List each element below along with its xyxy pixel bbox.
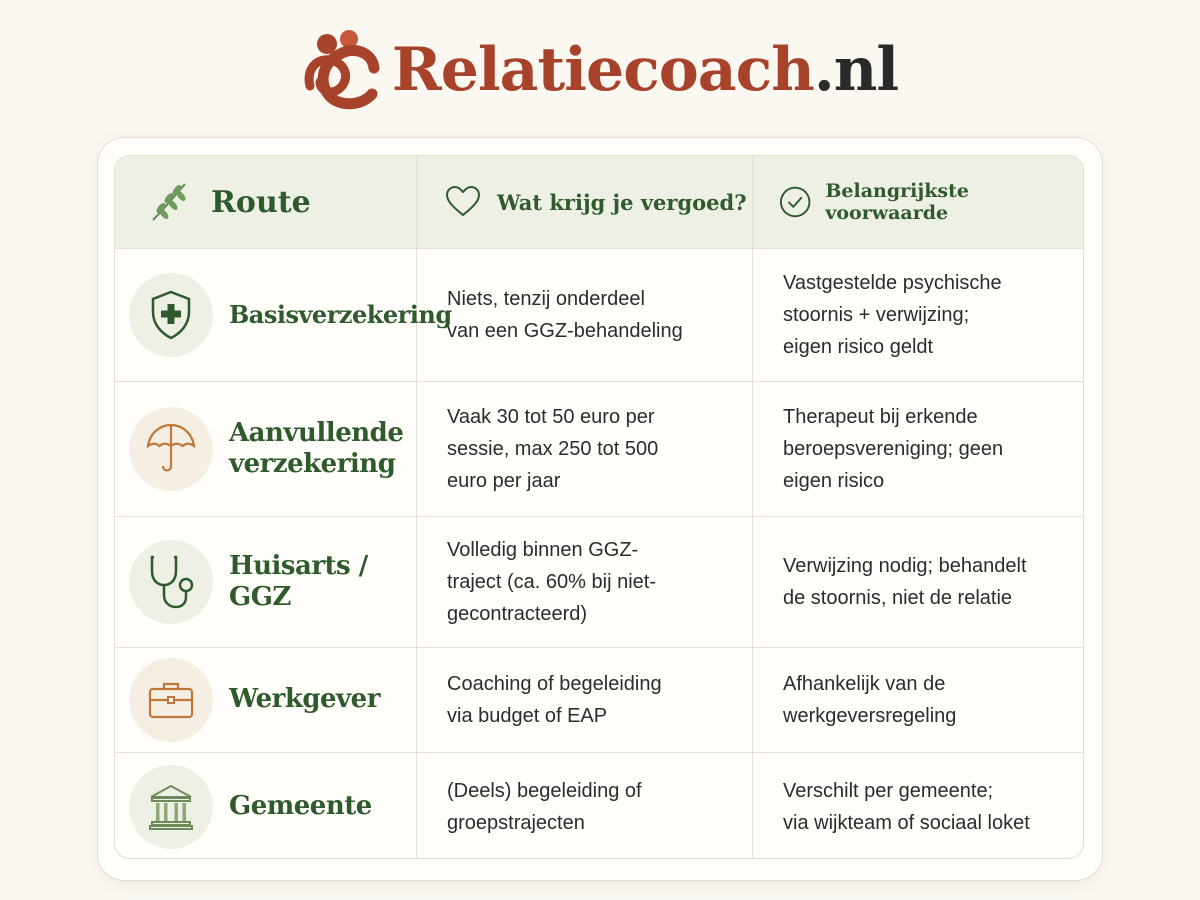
text-line: euro per jaar bbox=[447, 470, 561, 492]
condition-text bbox=[783, 775, 1030, 839]
text-line: (Deels) begeleiding of bbox=[447, 779, 642, 802]
text-line: groepstrajecten bbox=[447, 811, 585, 834]
text-line: Therapeut bij erkende bbox=[783, 406, 978, 428]
condition-cell bbox=[753, 648, 1084, 752]
umbrella-icon-badge bbox=[129, 407, 213, 491]
reimbursed-text bbox=[447, 775, 642, 839]
text-line: stoornis + verwijzing; bbox=[783, 304, 970, 326]
route-name: Werkgever bbox=[229, 684, 380, 715]
condition-text bbox=[783, 668, 956, 732]
shield-plus-icon bbox=[149, 290, 193, 340]
reimbursed-text bbox=[447, 534, 656, 630]
reimbursed-cell bbox=[417, 249, 753, 381]
route-name: Basisverzekering bbox=[229, 299, 452, 329]
table-row bbox=[115, 249, 1084, 382]
text-line: eigen risico geldt bbox=[783, 336, 934, 358]
route-name-line: verzekering bbox=[229, 449, 396, 479]
reimbursement-table bbox=[114, 155, 1084, 859]
check-circle-icon bbox=[779, 185, 811, 219]
text-line: Verwijzing nodig; behandelt bbox=[783, 555, 1027, 577]
condition-text bbox=[783, 267, 1002, 363]
text-line: Volledig binnen GGZ- bbox=[447, 539, 639, 561]
text-line: sessie, max 250 tot 500 bbox=[447, 438, 659, 460]
text-line: Verschilt per gemeente; bbox=[783, 779, 994, 802]
text-line: Vaak 30 tot 50 euro per bbox=[447, 406, 655, 428]
table-row bbox=[115, 753, 1084, 859]
text-line: Coaching of begeleiding bbox=[447, 673, 662, 695]
brand-tld: .nl bbox=[813, 35, 899, 105]
table-row bbox=[115, 648, 1084, 753]
site-header bbox=[0, 18, 1200, 122]
reimbursed-cell bbox=[417, 648, 753, 752]
text-line: Afhankelijk van de bbox=[783, 673, 946, 695]
header-route-label: Route bbox=[211, 184, 311, 220]
header-reimbursed bbox=[417, 156, 753, 248]
header-condition bbox=[753, 156, 1084, 248]
brand-title: Relatiecoach bbox=[391, 35, 814, 105]
leaf-branch-icon bbox=[147, 180, 191, 224]
table-row bbox=[115, 382, 1084, 517]
route-name: Gemeente bbox=[229, 790, 372, 821]
route-cell bbox=[115, 648, 417, 752]
reimbursed-text bbox=[447, 283, 683, 347]
route-name-line: Aanvullende bbox=[229, 417, 404, 448]
text-line: de stoornis, niet de relatie bbox=[783, 587, 1013, 609]
brand-name bbox=[391, 35, 899, 105]
text-line: beroepsvereniging; geen bbox=[783, 438, 1004, 460]
town-hall-icon bbox=[147, 783, 195, 831]
text-line: gecontracteerd) bbox=[447, 603, 588, 625]
stethoscope-icon-badge bbox=[129, 540, 213, 624]
route-cell bbox=[115, 517, 417, 647]
town-hall-icon-badge bbox=[129, 765, 213, 849]
text-line: eigen risico bbox=[783, 470, 885, 492]
text-line: Vastgestelde psychische bbox=[783, 272, 1002, 294]
route-cell bbox=[115, 249, 452, 381]
briefcase-icon-badge bbox=[129, 658, 213, 742]
condition-text bbox=[783, 550, 1027, 614]
reimbursed-cell bbox=[417, 382, 753, 516]
reimbursed-cell bbox=[417, 517, 753, 647]
reimbursed-text bbox=[447, 668, 662, 732]
text-line: Niets, tenzij onderdeel bbox=[447, 288, 645, 310]
route-name: Huisarts / GGZ bbox=[229, 550, 368, 612]
route-cell bbox=[115, 382, 417, 516]
reimbursed-cell bbox=[417, 753, 753, 859]
umbrella-icon bbox=[145, 422, 197, 476]
table-row bbox=[115, 517, 1084, 648]
stethoscope-icon bbox=[146, 553, 196, 611]
condition-cell bbox=[753, 382, 1084, 516]
condition-text bbox=[783, 401, 1003, 497]
condition-cell bbox=[753, 753, 1084, 859]
table-header-row bbox=[115, 156, 1084, 249]
text-line: traject (ca. 60% bij niet- bbox=[447, 571, 656, 593]
heart-icon bbox=[445, 186, 481, 218]
text-line: van een GGZ-behandeling bbox=[447, 320, 683, 342]
text-line: via budget of EAP bbox=[447, 705, 608, 727]
header-condition-label: Belangrijkste voorwaarde bbox=[825, 180, 969, 224]
shield-icon-badge bbox=[129, 273, 213, 357]
reimbursed-text bbox=[447, 401, 658, 497]
text-line: via wijkteam of sociaal loket bbox=[783, 811, 1030, 834]
text-line: werkgeversregeling bbox=[783, 705, 957, 727]
route-name bbox=[229, 418, 403, 480]
header-reimbursed-label: Wat krijg je vergoed? bbox=[497, 189, 747, 215]
condition-cell bbox=[753, 249, 1084, 381]
briefcase-icon bbox=[147, 680, 195, 720]
route-cell bbox=[115, 753, 417, 859]
logo-icon bbox=[302, 24, 386, 116]
condition-cell bbox=[753, 517, 1084, 647]
header-route bbox=[115, 156, 417, 248]
